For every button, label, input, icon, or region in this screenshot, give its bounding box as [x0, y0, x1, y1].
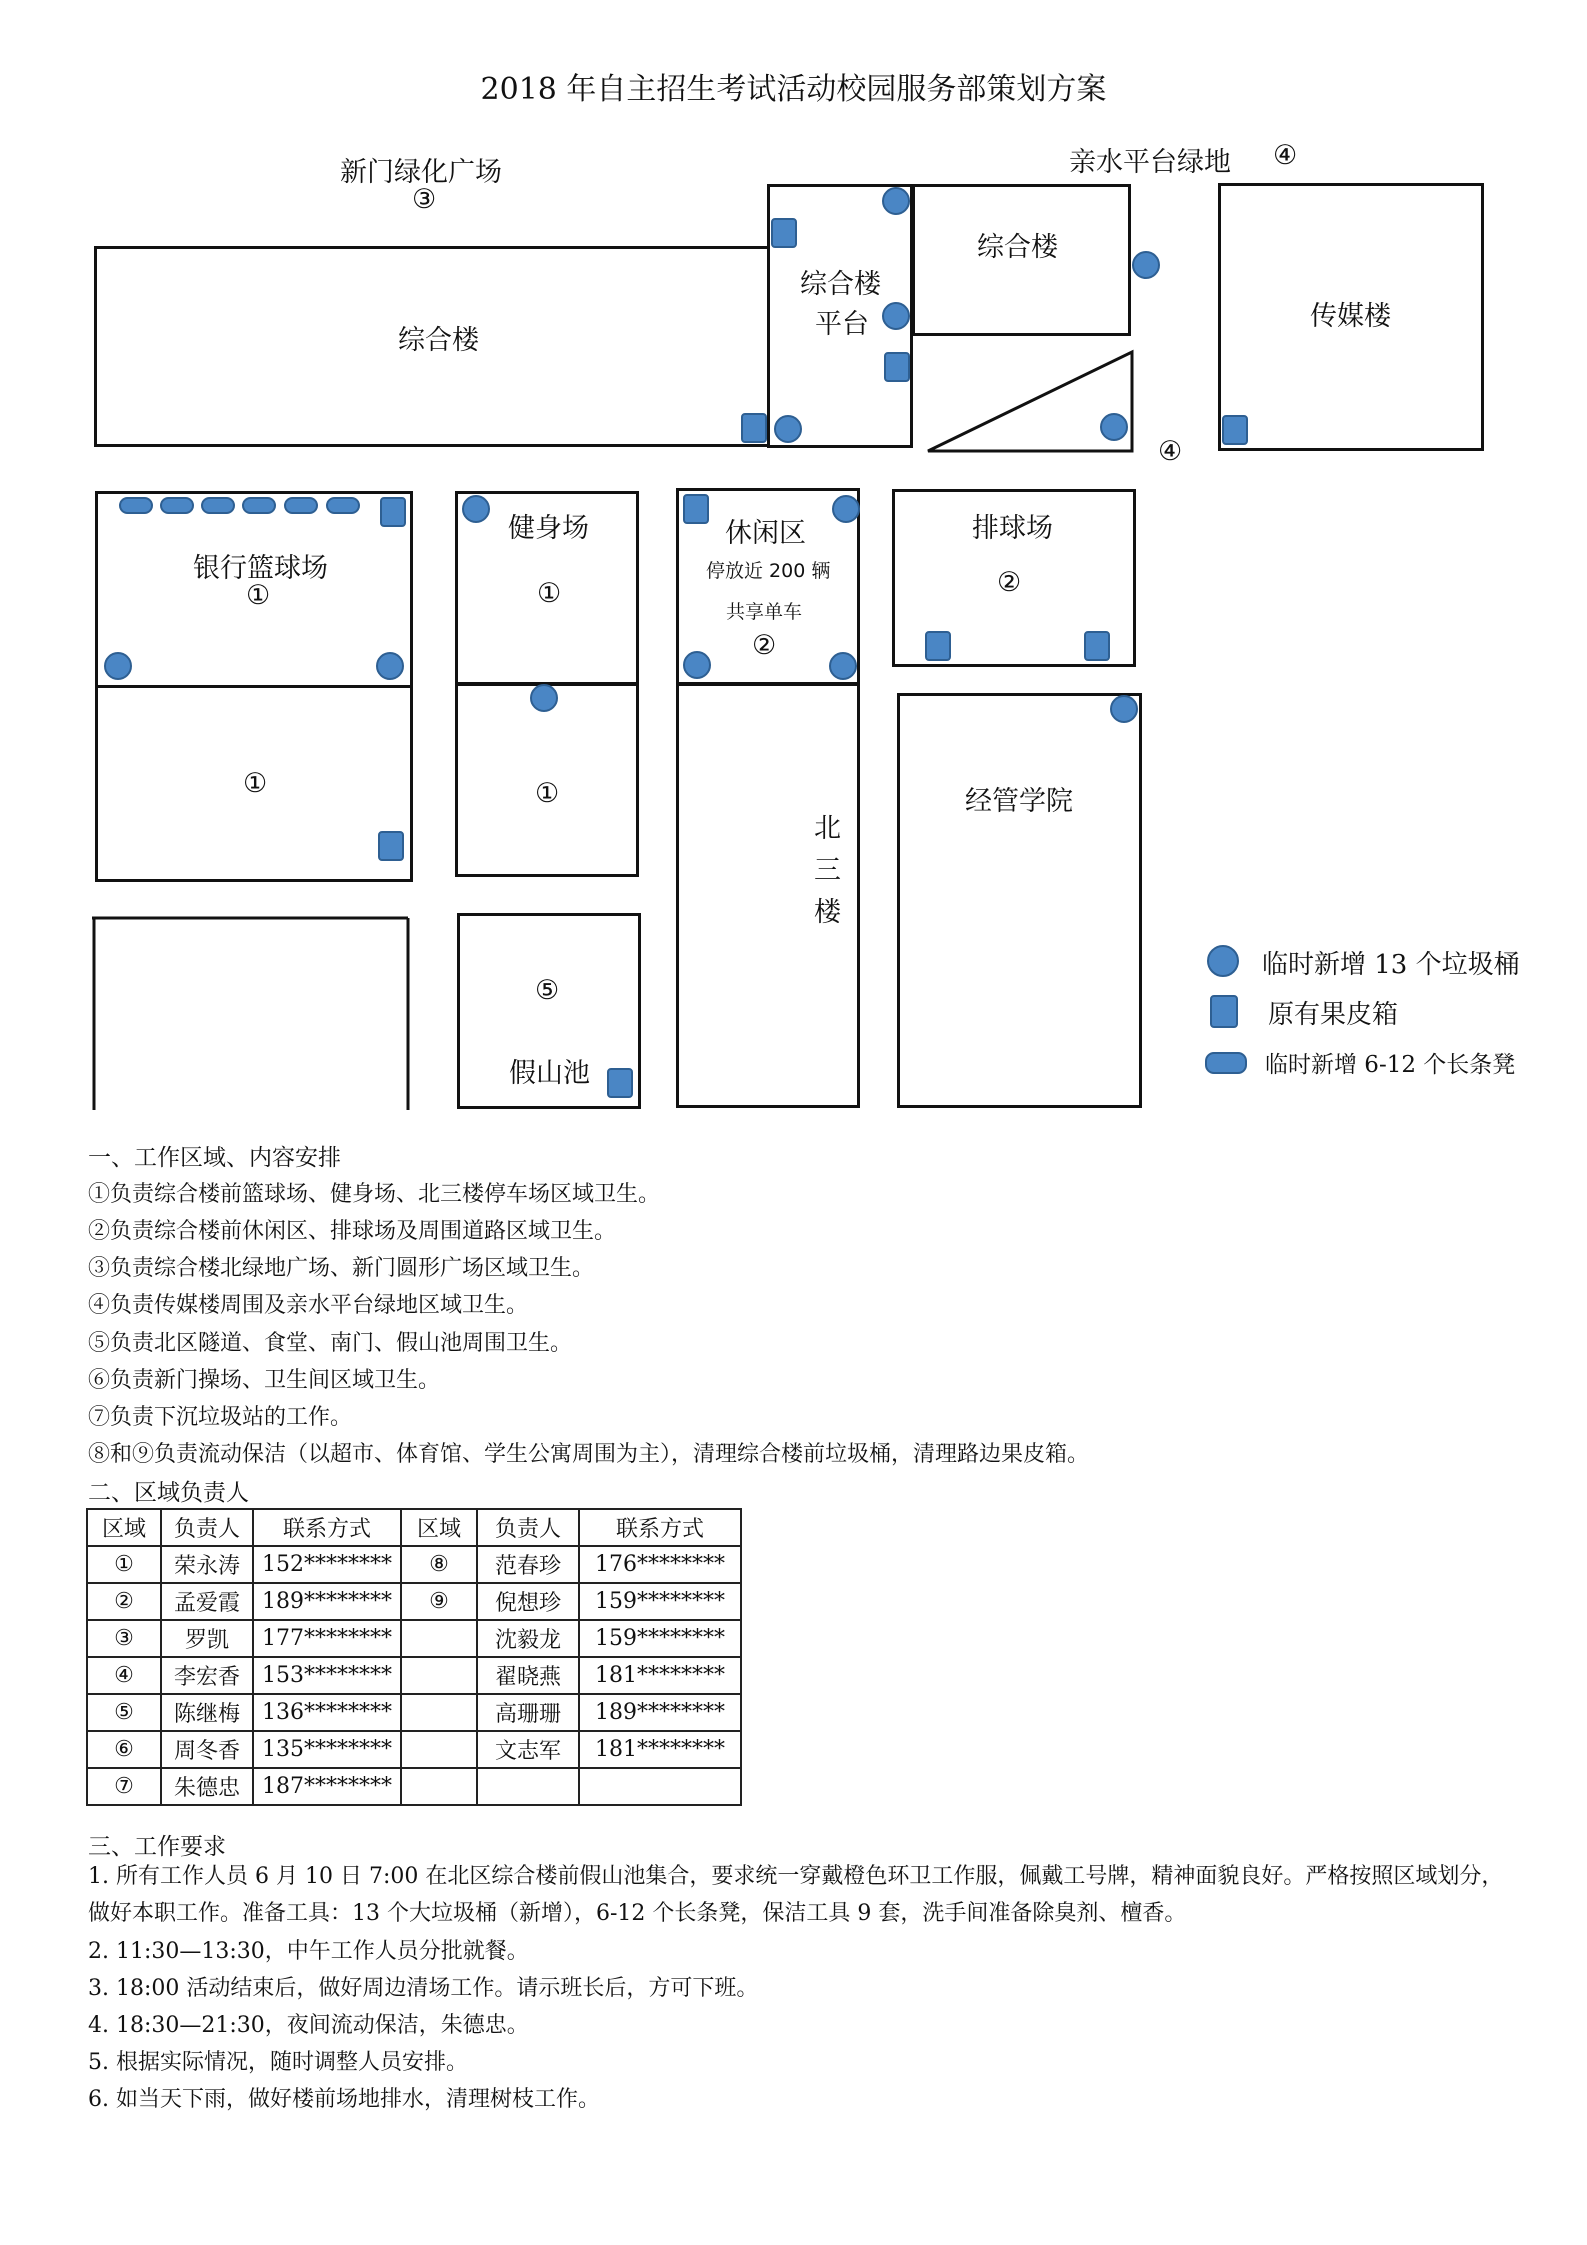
xinmen-square-label: 新门绿化广场 [340, 157, 502, 188]
table-cell: ② [87, 1583, 161, 1620]
section1-item: ⑤负责北区隧道、食堂、南门、假山池周围卫生。 [88, 1331, 573, 1356]
table-cell: 152******** [253, 1546, 401, 1583]
table-header-cell: 负责人 [477, 1509, 579, 1546]
new-bin-marker [104, 652, 132, 680]
new-bench-marker [326, 497, 360, 514]
table-row [87, 1768, 741, 1805]
new-bin-marker [1110, 695, 1138, 723]
table-cell: ① [87, 1546, 161, 1583]
table-cell [401, 1768, 477, 1805]
below-basketball-number: ① [243, 768, 268, 799]
table-row [87, 1731, 741, 1768]
page-title: 2018 年自主招生考试活动校园服务部策划方案 [480, 72, 1107, 107]
table-cell: 135******** [253, 1731, 401, 1768]
section1-item: ②负责综合楼前休闲区、排球场及周围道路区域卫生。 [88, 1219, 617, 1244]
legend-square-icon [1210, 995, 1238, 1028]
requirement-item: 1. 所有工作人员 6 月 10 日 7:00 在北区综合楼前假山池集合，要求统一穿戴橙色环卫工作服，佩戴工号牌，精神面貌良好。严格按照区域划分，做好本职工作。准备工具：13 个大垃圾桶（新增），6-12 个长条凳，保洁工具 9 套，洗手间准备除臭剂、檀香。 [88, 1864, 1504, 1926]
table-cell: 153******** [253, 1657, 401, 1694]
table-cell: ⑦ [87, 1768, 161, 1805]
table-row [87, 1620, 741, 1657]
table-cell: ⑥ [87, 1731, 161, 1768]
requirement-item: 3. 18:00 活动结束后，做好周边清场工作。请示班长后，方可下班。 [88, 1976, 759, 2001]
legend-new-bins: 临时新增 13 个垃圾桶 [1262, 950, 1520, 980]
table-cell: 文志军 [477, 1731, 579, 1768]
zonghe-building-small-label: 综合楼 [977, 232, 1058, 263]
table-cell: 159******** [579, 1583, 741, 1620]
gym-area-number: ① [537, 578, 562, 609]
table-header-cell: 区域 [87, 1509, 161, 1546]
table-row [87, 1694, 741, 1731]
beisan-label-2: 三 [814, 855, 841, 886]
new-bench-marker [242, 497, 276, 514]
new-bin-marker [882, 187, 910, 215]
responsible-persons-table [86, 1508, 742, 1806]
legend-bench-icon [1205, 1052, 1247, 1074]
section1-item: ①负责综合楼前篮球场、健身场、北三楼停车场区域卫生。 [88, 1182, 661, 1207]
table-cell: 翟晓燕 [477, 1657, 579, 1694]
table-header-cell: 负责人 [161, 1509, 253, 1546]
table-cell: 136******** [253, 1694, 401, 1731]
legend-circle-icon [1207, 945, 1239, 977]
table-row [87, 1657, 741, 1694]
original-bin-marker [378, 831, 404, 861]
requirement-item: 4. 18:30—21:30，夜间流动保洁，朱德忠。 [88, 2013, 529, 2038]
original-bin-marker [607, 1068, 633, 1098]
new-bin-marker [683, 651, 711, 679]
table-cell: 范春珍 [477, 1546, 579, 1583]
table-cell [579, 1768, 741, 1805]
new-bin-marker [832, 495, 860, 523]
leisure-area-number: ② [752, 630, 777, 661]
new-bin-marker [1132, 251, 1160, 279]
new-bench-marker [119, 497, 153, 514]
requirement-item: 6. 如当天下雨，做好楼前场地排水，清理树枝工作。 [88, 2087, 600, 2112]
triangle-area-number: ④ [1158, 436, 1183, 467]
requirement-item: 2. 11:30—13:30，中午工作人员分批就餐。 [88, 1939, 529, 1964]
table-header-cell: 联系方式 [579, 1509, 741, 1546]
jingguan-building [897, 693, 1142, 1108]
table-cell: 荣永涛 [161, 1546, 253, 1583]
legend-original-bins: 原有果皮箱 [1268, 1000, 1399, 1030]
table-cell: 朱德忠 [161, 1768, 253, 1805]
table-header-cell: 联系方式 [253, 1509, 401, 1546]
table-cell: 周冬香 [161, 1731, 253, 1768]
table-cell [401, 1694, 477, 1731]
table-cell [401, 1731, 477, 1768]
table-cell: 159******** [579, 1620, 741, 1657]
volleyball-court-label: 排球场 [972, 513, 1053, 544]
new-bench-marker [201, 497, 235, 514]
table-cell: ④ [87, 1657, 161, 1694]
table-row [87, 1546, 741, 1583]
section1-heading: 一、工作区域、内容安排 [88, 1145, 341, 1171]
table-cell: 倪想珍 [477, 1583, 579, 1620]
platform-label-line1: 综合楼 [800, 269, 881, 300]
bikes-note-line1: 停放近 200 辆 [706, 560, 831, 582]
table-cell: ⑨ [401, 1583, 477, 1620]
table-cell [477, 1768, 579, 1805]
section1-item: ⑥负责新门操场、卫生间区域卫生。 [88, 1368, 441, 1393]
original-bin-marker [771, 218, 797, 248]
table-cell: 189******** [253, 1583, 401, 1620]
table-cell: 孟爱霞 [161, 1583, 253, 1620]
new-bin-marker [530, 684, 558, 712]
jiashan-pond-label: 假山池 [509, 1058, 590, 1089]
section1-item: ⑧和⑨负责流动保洁（以超市、体育馆、学生公寓周围为主），清理综合楼前垃圾桶，清理路边果皮箱。 [88, 1442, 1090, 1467]
table-cell: 高珊珊 [477, 1694, 579, 1731]
xinmen-area-number: ③ [412, 184, 437, 215]
new-bin-marker [882, 302, 910, 330]
table-cell: ⑧ [401, 1546, 477, 1583]
original-bin-marker [925, 631, 951, 661]
beisan-label-1: 北 [814, 813, 841, 844]
beisan-label-3: 楼 [814, 897, 841, 928]
table-cell: 187******** [253, 1768, 401, 1805]
original-bin-marker [380, 497, 406, 527]
table-cell: 罗凯 [161, 1620, 253, 1657]
table-cell: ③ [87, 1620, 161, 1657]
table-cell: 沈毅龙 [477, 1620, 579, 1657]
volleyball-area-number: ② [997, 567, 1022, 598]
original-bin-marker [741, 413, 767, 443]
leisure-area-label: 休闲区 [725, 518, 806, 549]
table-cell: 176******** [579, 1546, 741, 1583]
qinshui-area-number: ④ [1273, 140, 1298, 171]
new-bin-marker [1100, 413, 1128, 441]
qinshui-label: 亲水平台绿地 [1069, 147, 1231, 178]
new-bin-marker [774, 415, 802, 443]
new-bench-marker [284, 497, 318, 514]
chuanmei-building-label: 传媒楼 [1310, 301, 1391, 332]
section1-item: ④负责传媒楼周围及亲水平台绿地区域卫生。 [88, 1293, 529, 1318]
platform-label-line2: 平台 [815, 309, 869, 340]
table-cell: 181******** [579, 1657, 741, 1694]
road-lines [90, 912, 420, 1112]
table-cell: 189******** [579, 1694, 741, 1731]
basketball-court-label: 银行篮球场 [193, 553, 328, 584]
table-cell: 181******** [579, 1731, 741, 1768]
section2-heading: 二、区域负责人 [88, 1480, 249, 1506]
table-cell: 177******** [253, 1620, 401, 1657]
table-header-cell: 区域 [401, 1509, 477, 1546]
table-cell: 陈继梅 [161, 1694, 253, 1731]
jingguan-building-label: 经管学院 [965, 786, 1073, 817]
table-row [87, 1583, 741, 1620]
original-bin-marker [1084, 631, 1110, 661]
section3-heading: 三、工作要求 [88, 1834, 226, 1860]
original-bin-marker [1222, 415, 1248, 445]
section1-item: ③负责综合楼北绿地广场、新门圆形广场区域卫生。 [88, 1256, 595, 1281]
triangle-area [925, 349, 1135, 454]
section1-item: ⑦负责下沉垃圾站的工作。 [88, 1405, 353, 1430]
table-cell: ⑤ [87, 1694, 161, 1731]
jiashan-area-number: ⑤ [535, 975, 560, 1006]
legend-new-benches: 临时新增 6-12 个长条凳 [1265, 1052, 1516, 1078]
basketball-area-number: ① [246, 580, 271, 611]
new-bin-marker [829, 652, 857, 680]
new-bin-marker [462, 495, 490, 523]
bikes-note-line2: 共享单车 [726, 601, 803, 623]
requirement-item: 5. 根据实际情况，随时调整人员安排。 [88, 2050, 468, 2075]
table-cell [401, 1657, 477, 1694]
original-bin-marker [884, 352, 910, 382]
below-gym-number: ① [535, 778, 560, 809]
gym-field-label: 健身场 [508, 513, 589, 544]
new-bench-marker [160, 497, 194, 514]
original-bin-marker [683, 494, 709, 524]
new-bin-marker [376, 652, 404, 680]
table-cell: 李宏香 [161, 1657, 253, 1694]
table-cell [401, 1620, 477, 1657]
table-header-row [87, 1509, 741, 1546]
zonghe-building-main-label: 综合楼 [398, 325, 479, 356]
